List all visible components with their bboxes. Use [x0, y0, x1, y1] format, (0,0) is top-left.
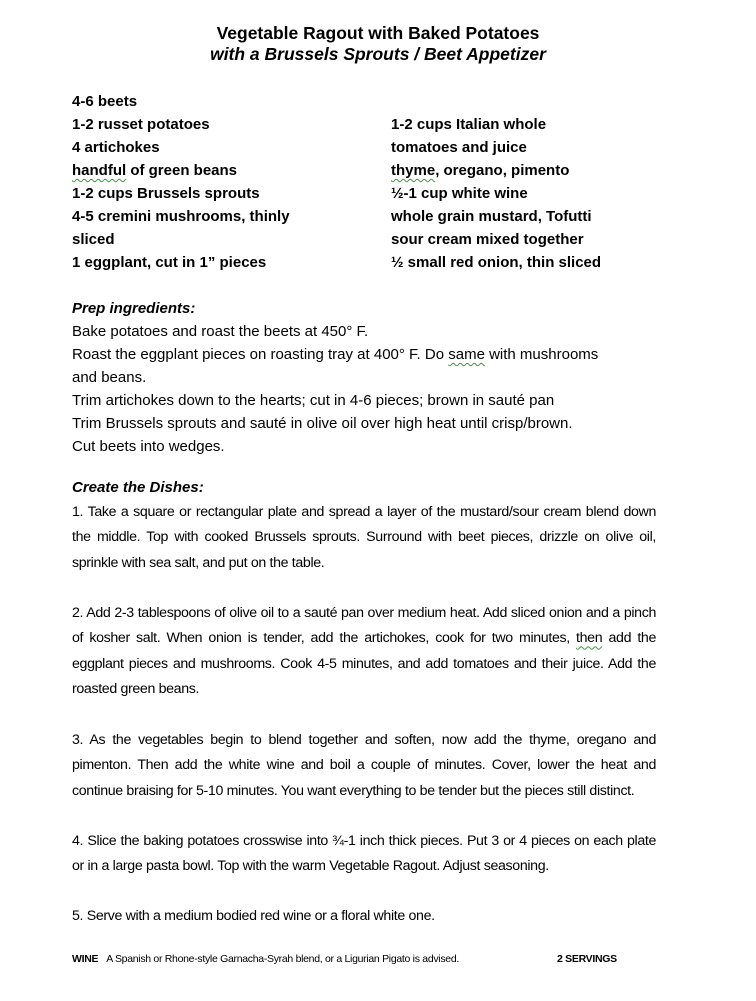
ingredient-item	[391, 159, 601, 182]
ingredient-item: 4-5 cremini mushrooms, thinly	[72, 208, 290, 225]
ingredient-item: 1-2 cups Brussels sprouts	[72, 185, 260, 202]
ingredient-item: ½ small red onion, thin sliced	[391, 254, 602, 271]
wine-pairing-note	[72, 952, 459, 966]
servings-count: 2 SERVINGS	[557, 953, 617, 965]
recipe-subtitle: with a Brussels Sprouts / Beet Appetizer	[210, 44, 546, 64]
prep-heading: Prep ingredients:	[72, 300, 196, 317]
spellcheck-flagged-word[interactable]: thyme	[391, 162, 436, 179]
ingredient-item: sliced	[72, 231, 115, 248]
prep-line: Trim artichokes down to the hearts; cut in 4-6 pieces; brown in sauté pan	[72, 392, 555, 409]
ingredient-item: 4 artichokes	[72, 139, 160, 156]
step-text: add the eggplant pieces and mushrooms. Cook 4-5 minutes, and add tomatoes and their juice. Add the roasted green beans.	[72, 630, 656, 697]
ingredient-item	[72, 159, 290, 182]
prep-text: Roast the eggplant pieces on roasting tray at 400° F. Do	[72, 346, 449, 363]
step-5: 5. Serve with a medium bodied red wine or a floral white one.	[72, 908, 435, 924]
prep-line: Trim Brussels sprouts and sauté in olive oil over high heat until crisp/brown.	[72, 415, 573, 432]
ingredients-right-column	[391, 113, 601, 274]
ingredient-item: tomatoes and juice	[391, 139, 527, 156]
ingredient-text: of green beans	[126, 162, 238, 179]
prep-line	[72, 343, 598, 366]
wine-text: A Spanish or Rhone-style Garnacha-Syrah blend, or a Ligurian Pigato is advised.	[106, 953, 459, 965]
step-2	[72, 601, 656, 702]
prep-text: with mushrooms	[484, 346, 599, 363]
create-heading: Create the Dishes:	[72, 479, 204, 496]
spellcheck-flagged-word[interactable]: handful	[72, 162, 127, 179]
prep-instructions	[72, 320, 598, 458]
prep-line: Cut beets into wedges.	[72, 438, 225, 455]
ingredient-item: 1-2 cups Italian whole	[391, 116, 547, 133]
ingredient-item: whole grain mustard, Tofutti	[391, 208, 592, 225]
spellcheck-flagged-word[interactable]: same	[448, 346, 485, 363]
ingredients-left-column	[72, 90, 290, 274]
step-3: 3. As the vegetables begin to blend together and soften, now add the thyme, oregano and pimenton. Then add the white wine and boil a couple of minutes. Cover, lower the heat and continue braising for 5-10 minutes. You want everything to be tender but the pieces still distinct.	[72, 732, 656, 799]
prep-line: and beans.	[72, 369, 147, 386]
step-text: 2. Add 2-3 tablespoons of olive oil to a sauté pan over medium heat. Add sliced onion and a pinch of kosher salt. When onion is tender, add the artichokes, cook for two minutes,	[72, 605, 656, 647]
ingredient-text: , oregano, pimento	[435, 162, 570, 179]
step-4: 4. Slice the baking potatoes crosswise into ¾-1 inch thick pieces. Put 3 or 4 pieces on each plate or in a large pasta bowl. Top with the warm Vegetable Ragout. Adjust seasoning.	[72, 833, 656, 875]
step-1: 1. Take a square or rectangular plate and spread a layer of the mustard/sour cream blend down the middle. Top with cooked Brussels sprouts. Surround with beet pieces, drizzle on olive oil, sprinkle with sea salt, and put on the table.	[72, 504, 656, 571]
prep-line: Bake potatoes and roast the beets at 450° F.	[72, 323, 369, 340]
ingredient-item: sour cream mixed together	[391, 231, 584, 248]
ingredient-item: 1 eggplant, cut in 1” pieces	[72, 254, 267, 271]
ingredient-item: 1-2 russet potatoes	[72, 116, 210, 133]
wine-label: WINE	[72, 953, 99, 965]
ingredient-item: 4-6 beets	[72, 93, 138, 110]
recipe-title: Vegetable Ragout with Baked Potatoes	[216, 23, 540, 43]
spellcheck-flagged-word[interactable]: then	[576, 630, 603, 647]
ingredient-item: ½-1 cup white wine	[391, 185, 528, 202]
